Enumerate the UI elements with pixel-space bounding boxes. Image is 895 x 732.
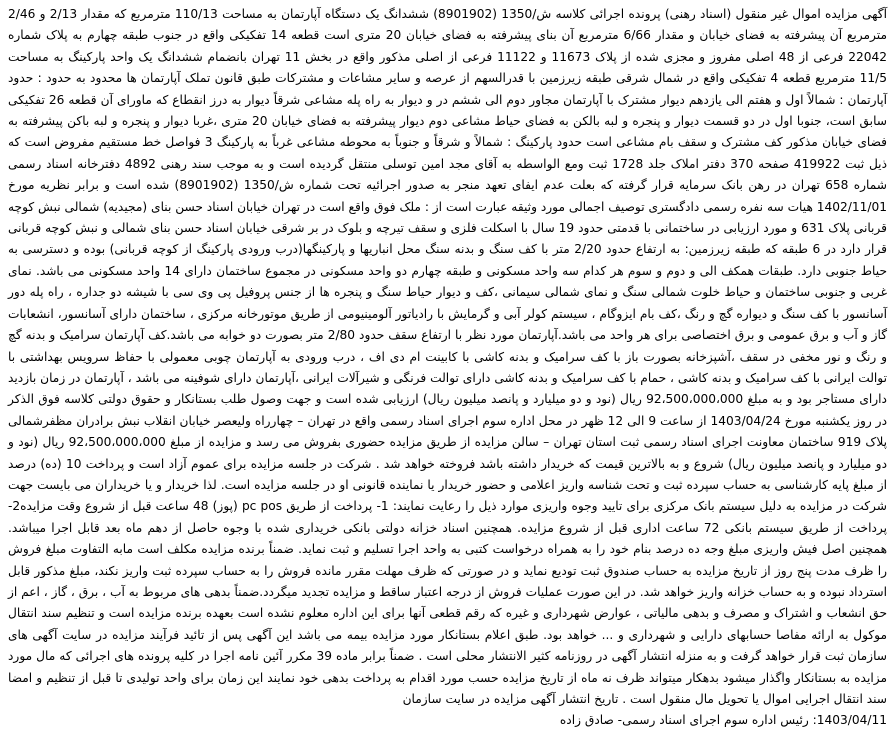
notice-signature: 1403/04/11: رئیس اداره سوم اجرای اسناد رسمی- صادق زاده	[559, 713, 887, 728]
notice-body: آگهی مزایده اموال غیر منقول (اسناد رهنی) پرونده اجرائی کلاسه ش/1350 (8901902) ششدانگ یک دستگاه آپارتمان به مساحت 110/13 مترمربع که مقدار 2/13 و 2/46 مترمربع آن پیشرفته به فضای خیابان و مقدار 6/66 مترمربع آن بنای پیشرفته به فضای خیابان 20 متری است قطعه 14 تفکیکی واقع در جنوب طبقه چهارم به پلاک شماره 22042 فرعی از 48 اصلی مفروز و مجزی شده از پلاک 11673 و 11122 فرعی از اصلی مذکور واقع در بخش 11 تهران بانضمام ششدانگ یک واحد پارکینگ به مساحت 11/5 مترمربع قطعه 4 تفکیکی واقع در شمال شرقی طبقه زیرزمین با قدرالسهم از عرصه و سایر مشاعات و مشترکات طبق قانون تملک آپارتمان ها محدود به حدود : حدود آپارتمان : شمالاً اول و هفتم الی یازدهم دیوار مشترک با آپارتمان مجاور دوم الی ششم در و دیوار به راه پله مشاعی شرقاً دیوار به درز انقطاع که ماورای آن قطعه 26 تفکیکی سابق است، جنوبا اول در دو قسمت دیوار و پنجره و لبه بالکن به فضای حیاط مشاعی دوم دیوار پیشرفته به فضای خیابان 20 متری ،غربا دیوار و پنجره و لبه باکن پیشرفته به فضای خیابان مذکور کف مشترک و سقف بام مشاعی است حدود پارکینگ : شمالاً و شرقاً و جنوباً به محوطه مشاعی غرباً به پارکینگ 3 فواصل خط مستقیم مفروض است که ذیل ثبت 419922 صفحه 370 دفتر املاک جلد 1728 ثبت ومع الواسطه به آقای مجد امین توسلی منتقل گردیده است و به موجب سند رهنی 4892 دفترخانه اسناد رسمی شماره 658 تهران در رهن بانک سرمایه قرار گرفته که بعلت عدم ایفای تعهد منجر به صدور اجرائیه تحت شماره ش/1350 (8901902) شده است و برابر نظریه مورخ 1402/11/01 هیات سه نفره رسمی دادگستری توصیف اجمالی مورد وثیقه عبارت است از : ملک فوق واقع است در تهران خیابان اسناد حسن بنای (مجیدیه) شمالی نبش کوچه قربانی پلاک 631 و مورد ارزیابی در ساختمانی با قدمتی حدود 19 سال با اسکلت فلزی و سقف تیرچه و بلوک در بر شرقی خیابان اسناد حسن بنای شمالی و نبش کوچه قربانی قرار دارد در 6 طبقه که طبقه زیرزمین: به ارتفاع حدود 2/20 متر با کف سنگ و بدنه سنگ محل انباریها و پارکینگها(درب ورودی پارکینگ از کوچه قربانی) بوده و دسترسی به حیاط جنوبی دارد. طبقات همکف الی و دوم و سوم هر کدام سه واحد مسکونی و طبقه چهارم دو واحد مسکونی در مجموع ساختمان دارای 14 واحد مسکونی می باشد. نمای غربی و جنوبی ساختمان و حیاط خلوت شمالی سنگ و نمای شمالی سیمانی ،کف و دیوار حیاط سنگ و پنجره ها از جنس پروفیل پی وی سی با شیشه دو جداره ، راه پله دور آسانسور با کف سنگ و دیواره گچ و رنگ ،کف بام ایزوگام ، سیستم کولر آبی و گرمایش با رادیاتور آلومینیومی از طریق موتورخانه مرکزی ، ساختمان دارای آسانسور، انشعابات گاز و آب و برق عمومی و برق اختصاصی برای هر واحد می باشد.آپارتمان مورد نظر با ارتفاع سقف حدود 2/80 متر بصورت دو خوابه می باشد.کف آپارتمان سرامیک و بدنه گچ و رنگ و نور مخفی در سقف ،آشپزخانه بصورت باز با کف سرامیک و بدنه کاشی با کابینت ام دی اف ، درب ورودی به آپارتمان چوبی معمولی با حفاظ سرویس بهداشتی با توالت ایرانی با کف سرامیک و بدنه کاشی ، حمام با کف سرامیک و بدنه کاشی دارای توالت فرنگی و شیرآلات ایرانی ،آپارتمان دارای شوفینه می باشد ، آپارتمان در زمان بازدید دارای مستاجر بود و به مبلغ 92،500،000،000 ریال (نود و دو میلیارد و پانصد میلیون ریال) ارزیابی شده است و جهت وصول طلب بستانکار و حقوق دولتی کلاسه فوق الذکر در روز یکشنبه مورخ 1403/04/24 از ساعت 9 الی 12 ظهر در محل اداره سوم اجرای اسناد رسمی واقع در تهران – چهارراه ولیعصر خیابان انقلاب نبش برادران مظفرشمالی پلاک 919 ساختمان معاونت اجرای اسناد رسمی ثبت استان تهران – سالن مزایده از طریق مزایده حضوری بفروش می رسد و مزایده از مبلغ 92،500،000،000 ریال (نود و دو میلیارد و پانصد میلیون ریال) شروع و به بالاترین قیمت که خریدار داشته باشد فروخته خواهد شد . شرکت در جلسه مزایده برای عموم آزاد است و پرداخت 10 (ده) درصد از مبلغ پایه کارشناسی به حساب سپرده ثبت و تحت شناسه واریز اعلامی و حضور خریدار یا نماینده قانونی او در جلسه مزایده است. لذا خریدار و یا خریداران می بایست جهت شرکت در مزایده به دلیل سیستم بانک مرکزی برای تایید وجوه واریزی موارد ذیل را رعایت نمایند: 1- پرداخت از طریق pc pos (پوز) 48 ساعت قبل از شروع وقت مزایده2- پرداخت از طریق سیستم بانکی 72 ساعت اداری قبل از شروع مزایده. همچنین اسناد خزانه دولتی بانکی خریداری شده با وجوه حاصل از دهم ماه بعد قابل اجرا میباشد. همچنین اصل فیش واریزی مبلغ وجه ده درصد بنام خود را به همراه درخواست کتبی به واحد اجرا تسلیم و ثبت نماید. ضمناً برنده مزایده مکلف است مابه التفاوت مبلغ فروش را ظرف مدت پنج روز از تاریخ مزایده به حساب صندوق ثبت تودیع نماید و در صورتی که ظرف مهلت مقرر مانده فروش را به حساب سپرده ثبت واریز نکند، مبلغ مذکور قابل استرداد نبوده و به حساب خزانه واریز خواهد شد. در این صورت عملیات فروش از درجه اعتبار ساقط و مزایده تجدید میگردد.ضمناً بدهی های مربوط به آب ، برق ، گاز ، اعم از حق انشعاب و اشتراک و مصرف و بدهی مالیاتی ، عوارض شهرداری و غیره که رقم قطعی آنها برای این اداره معلوم نشده است بعهده برنده مزایده است و تنظیم سند انتقال موکول به ارائه مفاصا حسابهای دارایی و شهرداری و ... خواهد بود. طبق اعلام بستانکار مورد مزایده بیمه می باشد این آگهی پس از تائید فرآیند مزایده در سایت آگهی های سازمان ثبت قرار خواهد گرفت و به منزله انتشار آگهی در روزنامه کثیر الانتشار محلی است . ضمناً برابر ماده 39 مکرر آئین نامه اجرا در کلیه پرونده های اجرائی که مال مورد مزایده به بستانکار واگذار میشود بدهکار میتواند ظرف نه ماه از تاریخ مزایده حسب مورد اقدام به پرداخت بدهی خود نمایند این زمان برای واحد تولیدی تا قبل از تنظیم و امضا سند انتقال اجرایی اموال یا تحویل مال منقول است . تاریخ انتشار آگهی مزایده در سایت سازمان	[8, 7, 888, 706]
